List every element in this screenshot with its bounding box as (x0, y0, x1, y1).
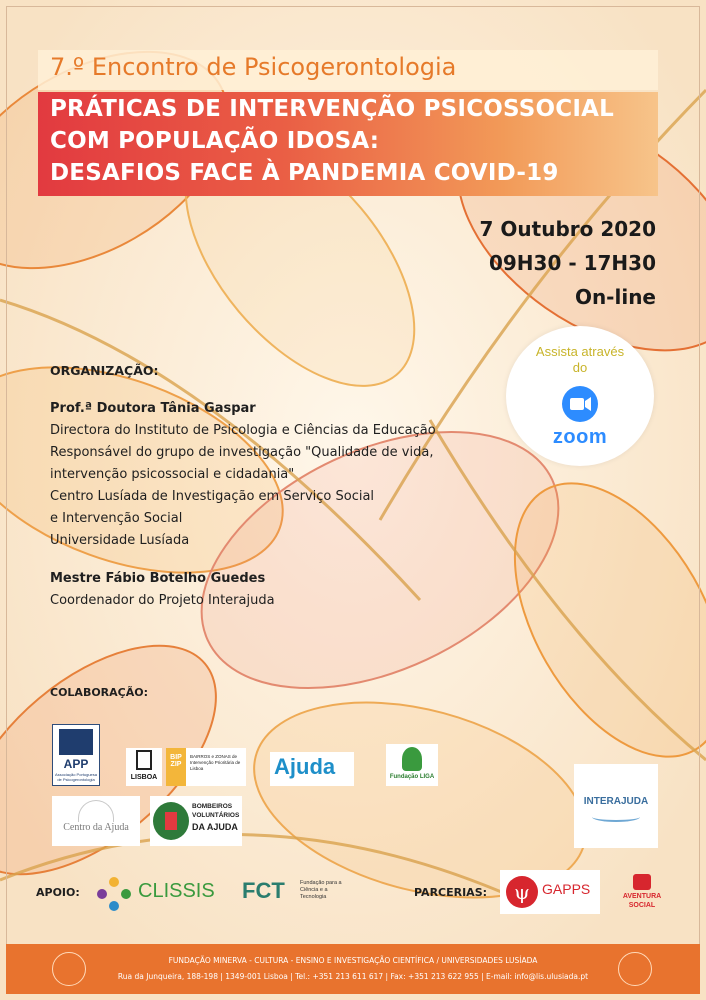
video-camera-icon (562, 386, 598, 422)
clissis-mark-icon (96, 876, 132, 912)
clissis-logo: CLISSIS (96, 874, 224, 914)
subtitle-line-1: PRÁTICAS DE INTERVENÇÃO PSICOSSOCIAL (50, 96, 614, 122)
person1-line: Universidade Lusíada (50, 533, 190, 548)
interajuda-logo: INTERAJUDA (574, 764, 658, 848)
support-heading: APOIO: (36, 886, 80, 899)
zoom-badge[interactable] (506, 326, 654, 466)
event-mode: On-line (574, 285, 656, 309)
lisboa-logo: LISBOA (126, 748, 162, 786)
app-logo: APP Associação Portuguesa de Psicogerontologia (52, 724, 100, 786)
bipzip-logo: BIP ZIP BAIRROS e ZONAS de Intervenção Prioritária de Lisboa (166, 748, 246, 786)
bombeiros-logo: BOMBEIROS VOLUNTÁRIOS DA AJUDA (150, 796, 242, 846)
person1-line: Responsável do grupo de investigação "Qualidade de vida, (50, 445, 434, 460)
person1-line: Directora do Instituto de Psicologia e Ciências da Educação (50, 423, 436, 438)
person1-line: e Intervenção Social (50, 511, 183, 526)
ajuda-logo: Ajuda (270, 752, 354, 786)
person2-name: Mestre Fábio Botelho Guedes (50, 571, 266, 586)
partners-heading: PARCERIAS: (414, 886, 488, 899)
person1-line: intervenção psicossocial e cidadania" (50, 467, 295, 482)
zoom-line-2: do (572, 360, 588, 375)
gapps-logo: ψ GAPPS (500, 870, 600, 914)
fct-logo: FCT Fundação para a Ciência e a Tecnologia (242, 878, 342, 903)
centro-ajuda-logo: Centro da Ajuda (52, 796, 140, 846)
footer (6, 944, 700, 994)
zoom-logo-text: zoom (552, 426, 608, 448)
subtitle-line-2: COM POPULAÇÃO IDOSA: (50, 128, 380, 154)
event-date: 7 Outubro 2020 (479, 217, 656, 241)
organization-section (50, 360, 480, 612)
footer-line-2: Rua da Junqueira, 188-198 | 1349-001 Lisboa | Tel.: +351 213 611 617 | Fax: +351 213 622 955 | E-mail: info@lis.ulusiada.pt (117, 972, 589, 981)
event-title: 7.º Encontro de Psicogerontologia (50, 53, 457, 81)
person1-line: Centro Lusíada de Investigação em Serviço Social (50, 489, 375, 504)
subtitle-line-3: DESAFIOS FACE À PANDEMIA COVID-19 (50, 160, 559, 186)
fundacao-liga-logo: Fundação LIGA (386, 744, 438, 786)
collaboration-heading: COLABORAÇÃO: (50, 686, 149, 699)
person1-name: Prof.ª Doutora Tânia Gaspar (50, 401, 256, 416)
event-time: 09H30 - 17H30 (488, 251, 656, 275)
organization-heading: ORGANIZAÇÃO: (50, 363, 159, 378)
zoom-line-1: Assista através (535, 344, 625, 359)
aventura-social-logo: AVENTURA SOCIAL (620, 872, 664, 916)
footer-line-1: FUNDAÇÃO MINERVA - CULTURA - ENSINO E INVESTIGAÇÃO CIENTÍFICA / UNIVERSIDADES LUSÍADA (168, 956, 538, 965)
person2-line: Coordenador do Projeto Interajuda (50, 593, 275, 608)
date-block (480, 212, 656, 314)
